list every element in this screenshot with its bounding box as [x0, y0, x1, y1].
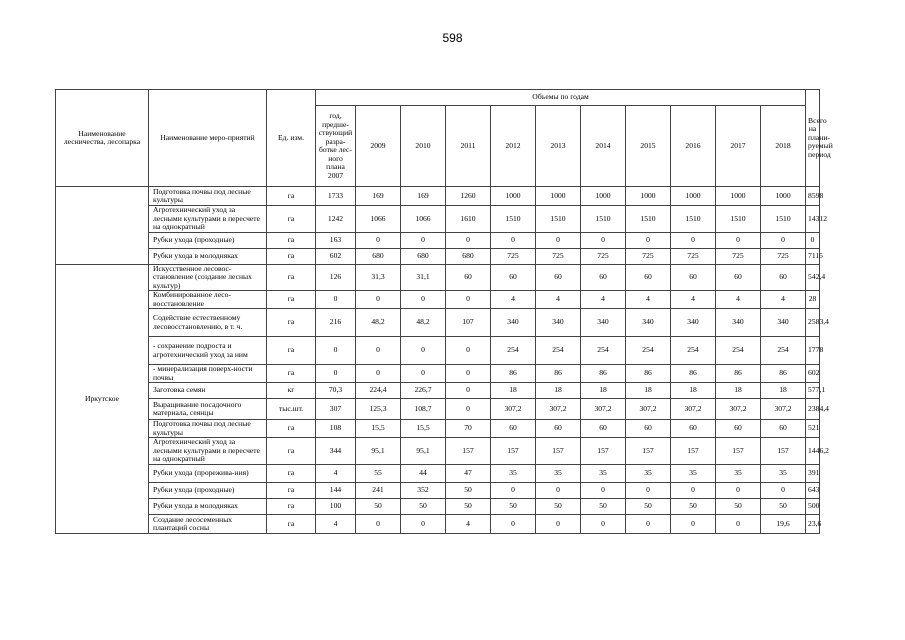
- value-cell: 60: [491, 420, 536, 438]
- value-cell: 0: [491, 483, 536, 499]
- activity-name: - сохранение подроста и агротехнический уход за ним: [149, 337, 267, 365]
- header-year: 2016: [671, 106, 716, 187]
- table-body: [56, 186, 829, 534]
- value-cell: 0: [626, 515, 671, 534]
- value-cell: 254: [581, 337, 626, 365]
- value-cell: 35: [536, 465, 581, 483]
- value-cell: 0: [356, 232, 401, 248]
- value-cell: 15,5: [356, 420, 401, 438]
- total-cell: 577,1: [806, 383, 820, 399]
- value-cell: 340: [716, 309, 761, 337]
- value-cell: 169: [401, 187, 446, 206]
- header-year: 2009: [356, 106, 401, 187]
- value-cell: 725: [581, 248, 626, 264]
- value-cell: 4: [446, 515, 491, 534]
- value-cell: 0: [626, 232, 671, 248]
- total-cell: 7115: [806, 248, 820, 264]
- value-cell: 4: [761, 291, 806, 309]
- value-cell: 4: [316, 515, 356, 534]
- value-cell: 157: [491, 438, 536, 465]
- value-cell: 163: [316, 232, 356, 248]
- value-cell: 157: [761, 438, 806, 465]
- value-cell: 0: [491, 232, 536, 248]
- value-cell: 60: [761, 264, 806, 291]
- value-cell: 157: [581, 438, 626, 465]
- value-cell: 0: [401, 515, 446, 534]
- value-cell: 254: [671, 337, 716, 365]
- value-cell: 50: [491, 499, 536, 515]
- total-cell: 521: [806, 420, 820, 438]
- value-cell: 0: [761, 232, 806, 248]
- value-cell: 0: [761, 483, 806, 499]
- total-cell: 542,4: [806, 264, 820, 291]
- table-row: [56, 232, 820, 248]
- value-cell: 340: [536, 309, 581, 337]
- value-cell: 307,2: [761, 399, 806, 420]
- value-cell: 0: [316, 291, 356, 309]
- value-cell: 157: [671, 438, 716, 465]
- value-cell: 95,1: [356, 438, 401, 465]
- value-cell: 1510: [536, 206, 581, 233]
- activity-name: Рубки ухода (прорежива-ния): [149, 465, 267, 483]
- total-cell: 500: [806, 499, 820, 515]
- value-cell: 1000: [491, 187, 536, 206]
- value-cell: 60: [491, 264, 536, 291]
- value-cell: 0: [356, 291, 401, 309]
- activity-name: Подготовка почвы под лесные культуры: [149, 420, 267, 438]
- value-cell: 1610: [446, 206, 491, 233]
- value-cell: 0: [401, 337, 446, 365]
- value-cell: 1510: [716, 206, 761, 233]
- value-cell: 1000: [671, 187, 716, 206]
- value-cell: 307: [316, 399, 356, 420]
- table-row: [56, 365, 820, 383]
- value-cell: 60: [716, 264, 761, 291]
- value-cell: 86: [626, 365, 671, 383]
- value-cell: 35: [491, 465, 536, 483]
- table-row: [56, 291, 820, 309]
- value-cell: 1000: [716, 187, 761, 206]
- activity-name: Заготовка семян: [149, 383, 267, 399]
- table-row: [56, 383, 820, 399]
- value-cell: 1510: [761, 206, 806, 233]
- value-cell: 19,6: [761, 515, 806, 534]
- value-cell: 0: [581, 232, 626, 248]
- value-cell: 0: [491, 515, 536, 534]
- activity-name: - минерализация поверх-ности почвы: [149, 365, 267, 383]
- value-cell: 725: [671, 248, 716, 264]
- value-cell: 4: [491, 291, 536, 309]
- header-year: 2013: [536, 106, 581, 187]
- value-cell: 48,2: [401, 309, 446, 337]
- header-prev-period: год, предше-ствующий разра-ботке лес-ного плана 2007: [316, 106, 356, 187]
- value-cell: 4: [626, 291, 671, 309]
- value-cell: 18: [536, 383, 581, 399]
- activity-name: Рубки ухода (проходные): [149, 232, 267, 248]
- header-year: 2018: [761, 106, 806, 187]
- total-cell: 14312: [806, 206, 820, 233]
- value-cell: 0: [401, 365, 446, 383]
- value-cell: 157: [716, 438, 761, 465]
- value-cell: 144: [316, 483, 356, 499]
- value-cell: 0: [446, 383, 491, 399]
- value-cell: 1510: [626, 206, 671, 233]
- value-cell: 254: [536, 337, 581, 365]
- value-cell: 0: [716, 232, 761, 248]
- table-row: [56, 206, 820, 233]
- value-cell: 70,3: [316, 383, 356, 399]
- unit-cell: га: [267, 291, 316, 309]
- value-cell: 0: [446, 291, 491, 309]
- value-cell: 0: [446, 365, 491, 383]
- value-cell: 35: [716, 465, 761, 483]
- value-cell: 1510: [491, 206, 536, 233]
- activity-name: Искусственное лесовос-становление (создание лесных культур): [149, 264, 267, 291]
- value-cell: 60: [716, 420, 761, 438]
- activity-name: Комбинированное лесо-восстановление: [149, 291, 267, 309]
- table-row: [56, 465, 820, 483]
- total-cell: 28: [806, 291, 820, 309]
- unit-cell: га: [267, 438, 316, 465]
- unit-cell: га: [267, 515, 316, 534]
- table-row: [56, 264, 820, 291]
- value-cell: 725: [716, 248, 761, 264]
- value-cell: 602: [316, 248, 356, 264]
- value-cell: 50: [716, 499, 761, 515]
- value-cell: 0: [316, 337, 356, 365]
- value-cell: 0: [671, 232, 716, 248]
- value-cell: 725: [626, 248, 671, 264]
- value-cell: 18: [761, 383, 806, 399]
- header-year: 2015: [626, 106, 671, 187]
- value-cell: 725: [491, 248, 536, 264]
- value-cell: 224,4: [356, 383, 401, 399]
- value-cell: 1510: [581, 206, 626, 233]
- value-cell: 169: [356, 187, 401, 206]
- value-cell: 0: [446, 399, 491, 420]
- table-row: [56, 337, 820, 365]
- value-cell: 35: [761, 465, 806, 483]
- value-cell: 50: [671, 499, 716, 515]
- value-cell: 340: [761, 309, 806, 337]
- value-cell: 0: [536, 232, 581, 248]
- value-cell: 340: [671, 309, 716, 337]
- unit-cell: га: [267, 365, 316, 383]
- activity-name: Содействие естественному лесовосстановлению, в т. ч.: [149, 309, 267, 337]
- value-cell: 50: [356, 499, 401, 515]
- value-cell: 307,2: [491, 399, 536, 420]
- value-cell: 307,2: [581, 399, 626, 420]
- value-cell: 307,2: [536, 399, 581, 420]
- header-year: 2011: [446, 106, 491, 187]
- value-cell: 1066: [401, 206, 446, 233]
- value-cell: 100: [316, 499, 356, 515]
- total-cell: 8598: [806, 187, 820, 206]
- value-cell: 241: [356, 483, 401, 499]
- activity-name: Рубки ухода в молодняках: [149, 499, 267, 515]
- header-forestry: Наименование лесничества, лесопарка: [56, 90, 149, 187]
- value-cell: 50: [761, 499, 806, 515]
- value-cell: 18: [671, 383, 716, 399]
- value-cell: 157: [536, 438, 581, 465]
- value-cell: 254: [761, 337, 806, 365]
- activity-name: Рубки ухода в молодняках: [149, 248, 267, 264]
- value-cell: 1510: [671, 206, 716, 233]
- value-cell: 70: [446, 420, 491, 438]
- value-cell: 60: [536, 420, 581, 438]
- value-cell: 18: [491, 383, 536, 399]
- value-cell: 86: [716, 365, 761, 383]
- value-cell: 50: [626, 499, 671, 515]
- header-total: Всего на плани-руемый период: [806, 90, 820, 187]
- unit-cell: га: [267, 499, 316, 515]
- activity-name: Агротехнический уход за лесными культурами в пересчете на однократный: [149, 206, 267, 233]
- unit-cell: га: [267, 309, 316, 337]
- value-cell: 0: [316, 365, 356, 383]
- value-cell: 157: [626, 438, 671, 465]
- value-cell: 60: [581, 264, 626, 291]
- total-cell: 391: [806, 465, 820, 483]
- activity-name: Агротехнический уход за лесными культурами в пересчете на однократный: [149, 438, 267, 465]
- value-cell: 0: [671, 515, 716, 534]
- header-year: 2014: [581, 106, 626, 187]
- unit-cell: га: [267, 483, 316, 499]
- value-cell: 340: [581, 309, 626, 337]
- total-cell: 23,6: [806, 515, 820, 534]
- value-cell: 1242: [316, 206, 356, 233]
- table-row: [56, 515, 820, 534]
- value-cell: 60: [446, 264, 491, 291]
- value-cell: 126: [316, 264, 356, 291]
- total-cell: 643: [806, 483, 820, 499]
- activity-name: Подготовка почвы под лесные культуры: [149, 187, 267, 206]
- header-unit: Ед. изм.: [267, 90, 316, 187]
- value-cell: 1000: [536, 187, 581, 206]
- table-row: [56, 399, 820, 420]
- value-cell: 50: [536, 499, 581, 515]
- value-cell: 216: [316, 309, 356, 337]
- value-cell: 35: [581, 465, 626, 483]
- value-cell: 1733: [316, 187, 356, 206]
- value-cell: 60: [626, 420, 671, 438]
- value-cell: 725: [536, 248, 581, 264]
- value-cell: 86: [581, 365, 626, 383]
- value-cell: 307,2: [671, 399, 716, 420]
- total-cell: 602: [806, 365, 820, 383]
- value-cell: 0: [401, 291, 446, 309]
- value-cell: 340: [626, 309, 671, 337]
- value-cell: 307,2: [716, 399, 761, 420]
- value-cell: 0: [446, 337, 491, 365]
- value-cell: 680: [446, 248, 491, 264]
- forest-activities-table: [55, 89, 833, 534]
- value-cell: 95,1: [401, 438, 446, 465]
- value-cell: 680: [401, 248, 446, 264]
- unit-cell: тыс.шт.: [267, 399, 316, 420]
- activity-name: Создание лесосеменных плантаций сосны: [149, 515, 267, 534]
- activity-name: Выращивание посадочного материала, сеянцы: [149, 399, 267, 420]
- value-cell: 0: [581, 515, 626, 534]
- value-cell: 0: [716, 483, 761, 499]
- value-cell: 307,2: [626, 399, 671, 420]
- table-row: [56, 499, 820, 515]
- value-cell: 0: [356, 365, 401, 383]
- value-cell: 1000: [761, 187, 806, 206]
- forestry-name: [56, 187, 149, 265]
- value-cell: 1260: [446, 187, 491, 206]
- value-cell: 107: [446, 309, 491, 337]
- value-cell: 157: [446, 438, 491, 465]
- value-cell: 0: [401, 232, 446, 248]
- value-cell: 60: [671, 264, 716, 291]
- unit-cell: кг: [267, 383, 316, 399]
- unit-cell: га: [267, 187, 316, 206]
- total-cell: 1446,2: [806, 438, 820, 465]
- table-row: [56, 187, 820, 206]
- value-cell: 86: [671, 365, 716, 383]
- value-cell: 50: [446, 499, 491, 515]
- value-cell: 35: [626, 465, 671, 483]
- value-cell: 86: [536, 365, 581, 383]
- activity-name: Рубки ухода (проходные): [149, 483, 267, 499]
- value-cell: 1066: [356, 206, 401, 233]
- unit-cell: га: [267, 420, 316, 438]
- value-cell: 86: [761, 365, 806, 383]
- value-cell: 15,5: [401, 420, 446, 438]
- value-cell: 254: [716, 337, 761, 365]
- table-row: [56, 248, 820, 264]
- header-activity: Наименование меро-приятий: [149, 90, 267, 187]
- value-cell: 18: [626, 383, 671, 399]
- value-cell: 44: [401, 465, 446, 483]
- unit-cell: га: [267, 206, 316, 233]
- value-cell: 60: [626, 264, 671, 291]
- total-cell: 2583,4: [806, 309, 820, 337]
- value-cell: 108,7: [401, 399, 446, 420]
- value-cell: 108: [316, 420, 356, 438]
- value-cell: 0: [581, 483, 626, 499]
- unit-cell: га: [267, 248, 316, 264]
- value-cell: 0: [671, 483, 716, 499]
- total-cell: 2384,4: [806, 399, 820, 420]
- total-cell: 0: [806, 232, 820, 248]
- table-row: [56, 438, 820, 465]
- value-cell: 31,3: [356, 264, 401, 291]
- unit-cell: га: [267, 264, 316, 291]
- unit-cell: га: [267, 337, 316, 365]
- value-cell: 1000: [626, 187, 671, 206]
- page-number: 598: [442, 31, 463, 45]
- total-cell: 1778: [806, 337, 820, 365]
- value-cell: 50: [401, 499, 446, 515]
- table-row: [56, 420, 820, 438]
- value-cell: 50: [581, 499, 626, 515]
- value-cell: 344: [316, 438, 356, 465]
- value-cell: 254: [626, 337, 671, 365]
- unit-cell: га: [267, 232, 316, 248]
- value-cell: 254: [491, 337, 536, 365]
- value-cell: 0: [536, 515, 581, 534]
- value-cell: 18: [716, 383, 761, 399]
- value-cell: 4: [671, 291, 716, 309]
- value-cell: 31,1: [401, 264, 446, 291]
- value-cell: 0: [716, 515, 761, 534]
- value-cell: 4: [536, 291, 581, 309]
- unit-cell: га: [267, 465, 316, 483]
- value-cell: 47: [446, 465, 491, 483]
- value-cell: 4: [316, 465, 356, 483]
- value-cell: 60: [761, 420, 806, 438]
- value-cell: 0: [356, 337, 401, 365]
- value-cell: 352: [401, 483, 446, 499]
- value-cell: 226,7: [401, 383, 446, 399]
- value-cell: 48,2: [356, 309, 401, 337]
- value-cell: 50: [446, 483, 491, 499]
- header-volumes-by-year: Объемы по годам: [316, 90, 806, 106]
- value-cell: 4: [716, 291, 761, 309]
- value-cell: 680: [356, 248, 401, 264]
- value-cell: 125,3: [356, 399, 401, 420]
- value-cell: 340: [491, 309, 536, 337]
- value-cell: 60: [671, 420, 716, 438]
- value-cell: 0: [446, 232, 491, 248]
- value-cell: 18: [581, 383, 626, 399]
- value-cell: 4: [581, 291, 626, 309]
- table-row: [56, 309, 820, 337]
- value-cell: 60: [581, 420, 626, 438]
- header-year: 2017: [716, 106, 761, 187]
- value-cell: 725: [761, 248, 806, 264]
- value-cell: 0: [626, 483, 671, 499]
- table-row: [56, 483, 820, 499]
- value-cell: 60: [536, 264, 581, 291]
- value-cell: 55: [356, 465, 401, 483]
- forestry-name: Иркутское: [56, 264, 149, 534]
- value-cell: 86: [491, 365, 536, 383]
- value-cell: 0: [536, 483, 581, 499]
- value-cell: 0: [356, 515, 401, 534]
- value-cell: 35: [671, 465, 716, 483]
- header-year: 2012: [491, 106, 536, 187]
- value-cell: 1000: [581, 187, 626, 206]
- header-year: 2010: [401, 106, 446, 187]
